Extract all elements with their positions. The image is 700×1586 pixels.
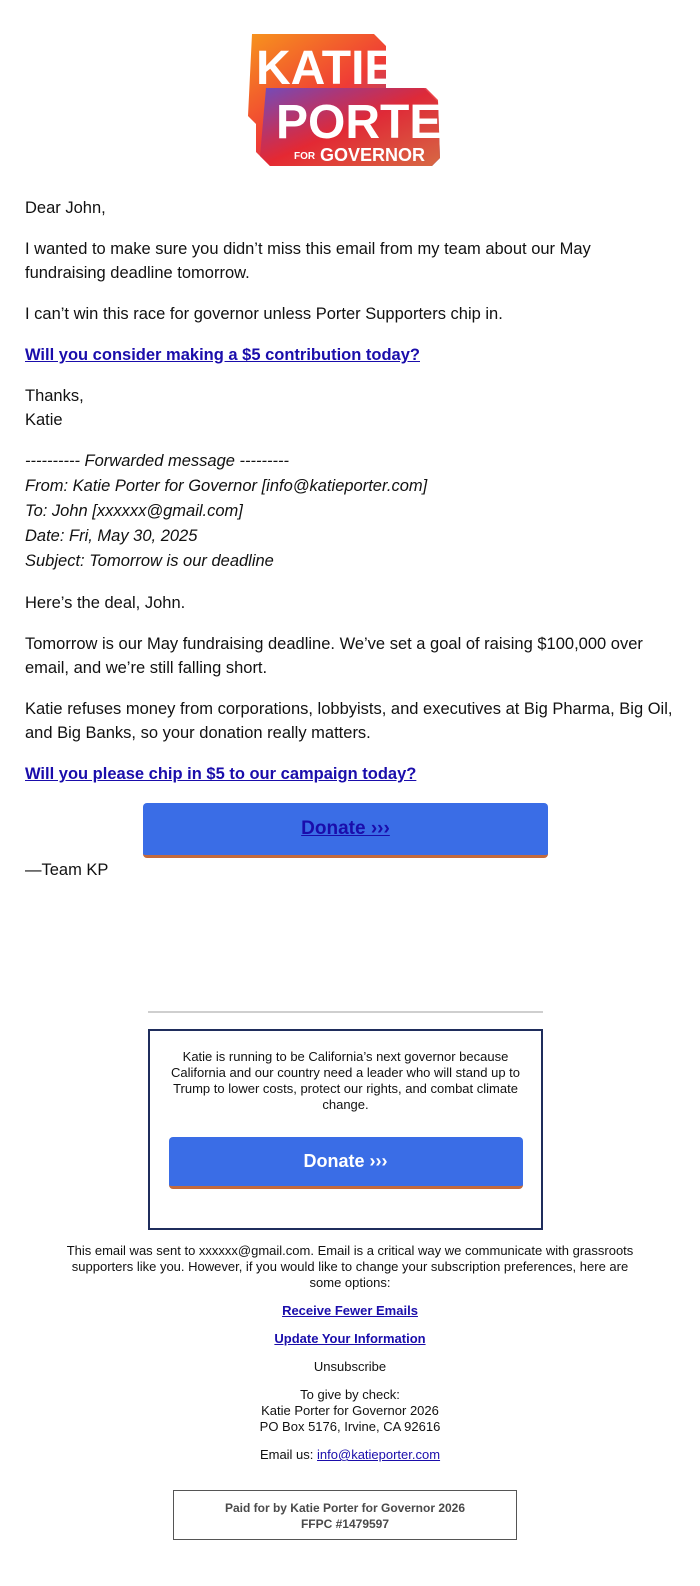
check-line-1: To give by check: (300, 1387, 400, 1402)
contribution-link[interactable]: Will you consider making a $5 contribution today? (25, 346, 420, 364)
unsubscribe-link[interactable]: Unsubscribe (313, 1359, 387, 1374)
forwarded-divider: ---------- Forwarded message --------- (25, 452, 289, 470)
body-paragraph-1: Here’s the deal, John. (25, 594, 186, 612)
check-line-2: Katie Porter for Governor 2026 (261, 1403, 439, 1418)
email-us-label: Email us: (259, 1447, 314, 1462)
logo-line-porter: PORTER (276, 96, 477, 149)
body-paragraph-2: Tomorrow is our May fundraising deadline. We’ve set a goal of raising $100,000 over email, and we’re still falling short. (25, 635, 643, 677)
logo-line-katie: KATIE (256, 42, 397, 95)
signer-name: Katie (25, 411, 63, 429)
campaign-info-text: Katie is running to be California’s next governor because California and our country need a leader who will stand up to Trump to lower costs, protect our rights, and combat climate change. (170, 1049, 521, 1112)
logo-graphic (246, 30, 477, 170)
check-address (60, 1387, 640, 1435)
check-line-3: PO Box 5176, Irvine, CA 92616 (259, 1419, 441, 1434)
campaign-info-box (148, 1029, 543, 1230)
paid-for-box (173, 1490, 517, 1540)
email-us-link[interactable]: info@katieporter.com (317, 1447, 441, 1462)
paid-for-text: Paid for by Katie Porter for Governor 2026 (224, 1501, 466, 1515)
chip-in-link[interactable]: Will you please chip in $5 to our campaign today? (25, 765, 417, 783)
greeting: Dear John, (25, 199, 106, 217)
donate-button[interactable]: Donate ››› (143, 803, 548, 858)
team-signoff: —Team KP (25, 861, 109, 879)
ffpc-number: FFPC #1479597 (300, 1517, 390, 1531)
email-body (25, 196, 675, 899)
campaign-logo (246, 30, 477, 170)
letter-paragraph-2: I can’t win this race for governor unless Porter Supporters chip in. (25, 305, 503, 323)
footer-divider (148, 1011, 543, 1013)
logo-line-governor: GOVERNOR (320, 145, 426, 165)
forwarded-to: To: John [xxxxxx@gmail.com] (25, 502, 243, 520)
forwarded-subject: Subject: Tomorrow is our deadline (25, 552, 274, 570)
sent-notice: This email was sent to xxxxxx@gmail.com. Email is a critical way we communicate with grassroots supporters like you. However, if you would like to change your subscription preferences, here are some options: (66, 1243, 634, 1290)
body-paragraph-3: Katie refuses money from corporations, lobbyists, and executives at Big Pharma, Big Oil, and Big Banks, so your donation really matters. (25, 700, 673, 742)
logo-line-for: FOR (294, 151, 316, 162)
footer-donate-button[interactable]: Donate ››› (169, 1137, 523, 1189)
forwarded-header (25, 449, 675, 574)
forwarded-date: Date: Fri, May 30, 2025 (25, 527, 198, 545)
receive-fewer-emails-link[interactable]: Receive Fewer Emails (282, 1303, 418, 1318)
forwarded-from: From: Katie Porter for Governor [info@katieporter.com] (25, 477, 428, 495)
email-us (60, 1447, 640, 1463)
thanks-text: Thanks, (25, 387, 84, 405)
update-information-link[interactable]: Update Your Information (274, 1331, 426, 1346)
letter-paragraph-1: I wanted to make sure you didn’t miss this email from my team about our May fundraising deadline tomorrow. (25, 240, 591, 282)
footer-text (60, 1243, 640, 1475)
